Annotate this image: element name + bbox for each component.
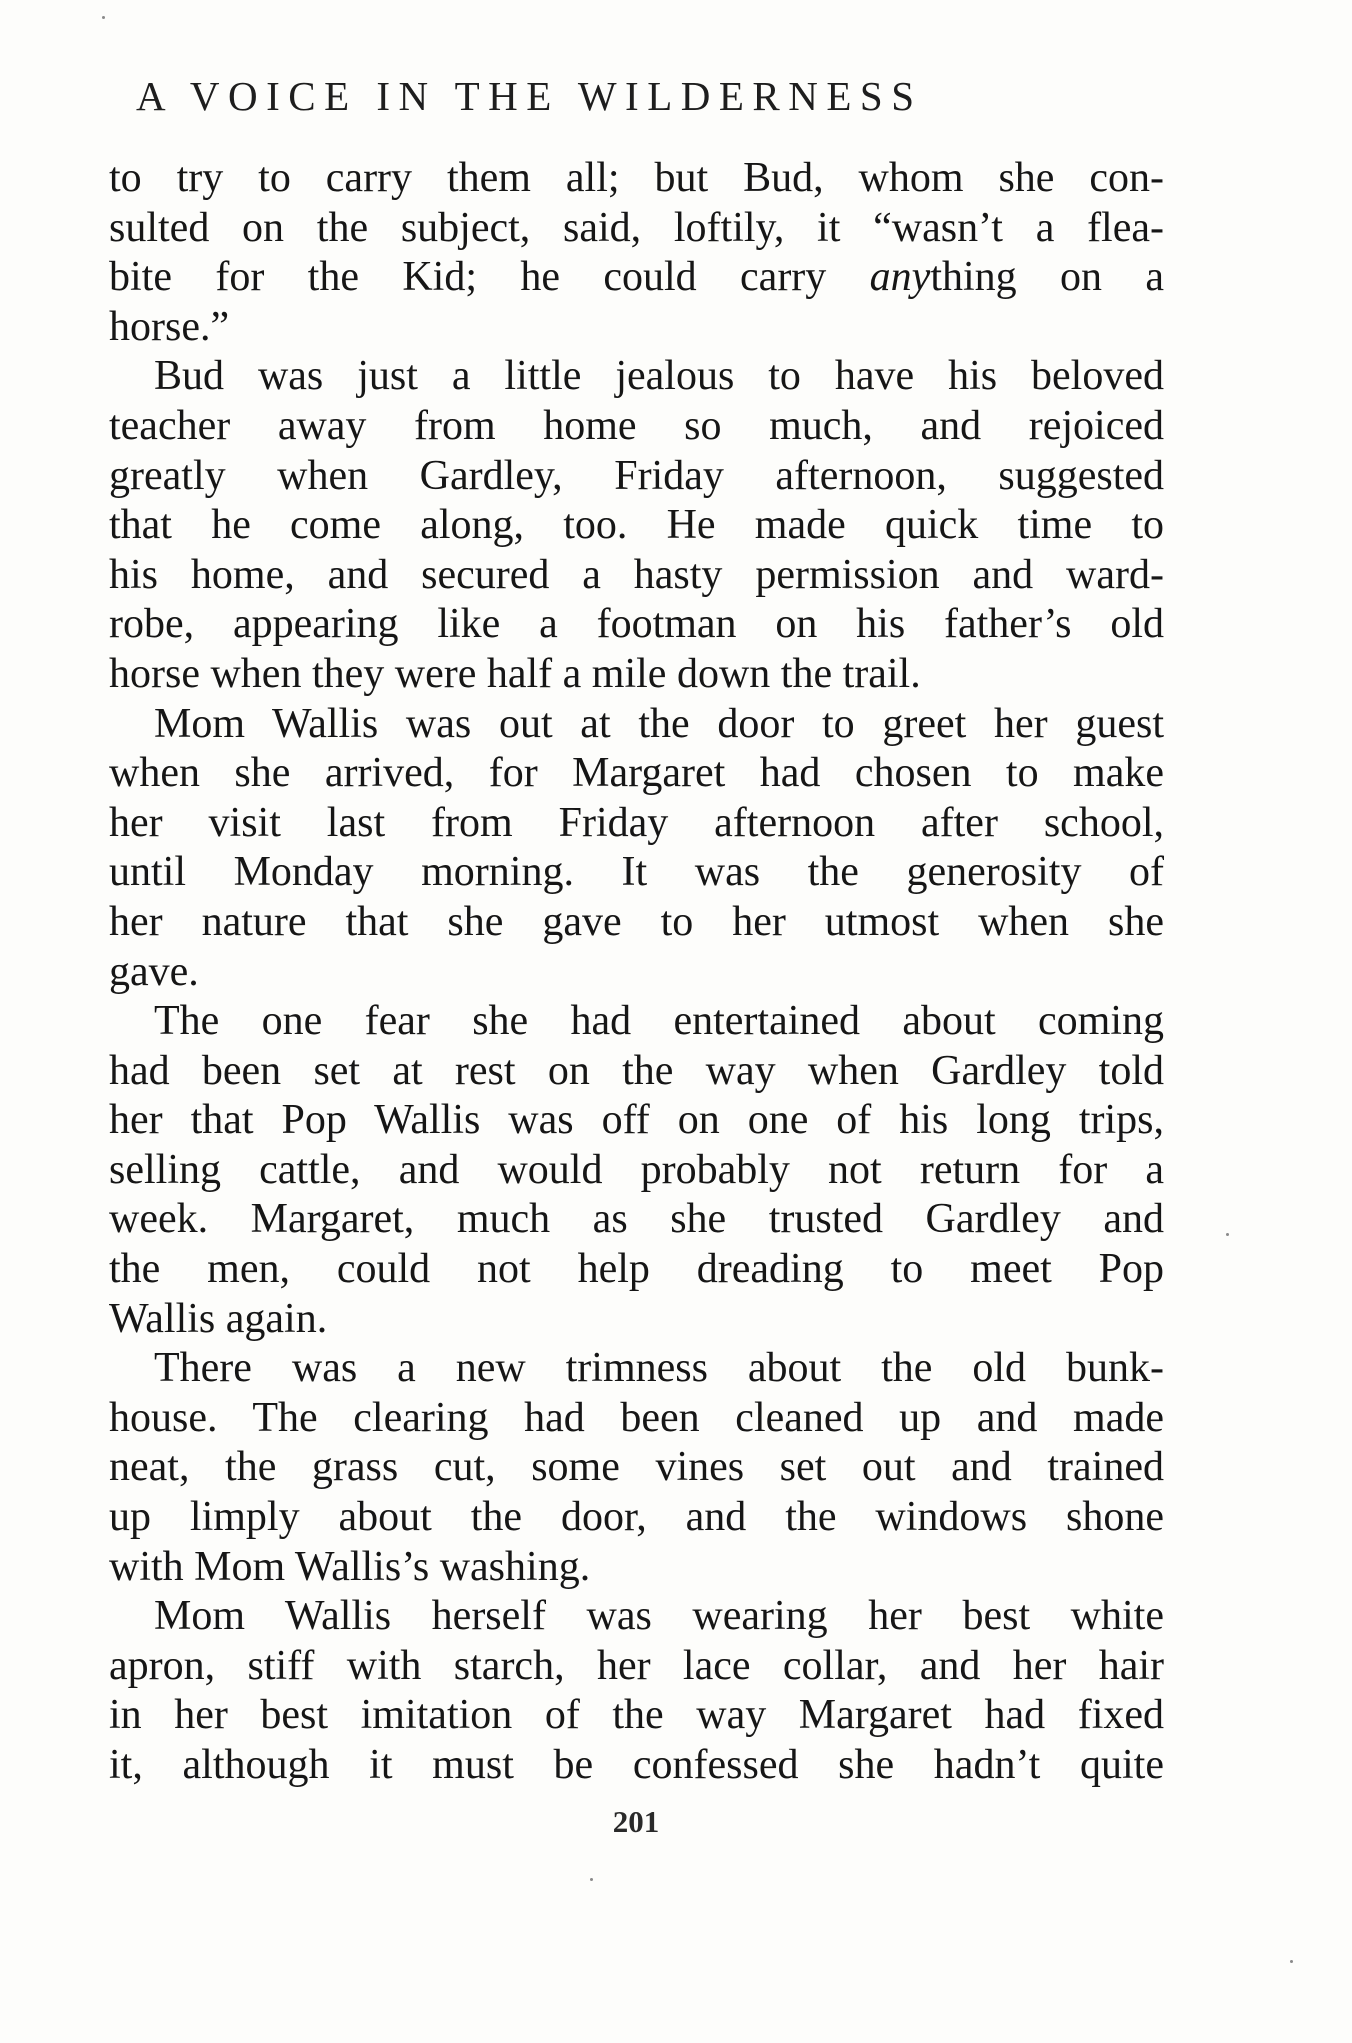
text-line: it, although it must be confessed she hadn’t quite: [109, 1742, 1164, 1788]
paragraph-first-line: Bud was just a little jealous to have his beloved: [154, 353, 1164, 400]
text-line: selling cattle, and would probably not return for a: [109, 1146, 1164, 1193]
running-head: A VOICE IN THE WILDERNESS: [136, 73, 923, 119]
text-line: had been set at rest on the way when Gardley told: [109, 1047, 1164, 1094]
paragraph-first-line: There was a new trimness about the old bunk-: [154, 1345, 1164, 1392]
text-line: neat, the grass cut, some vines set out and trained: [109, 1444, 1164, 1491]
paragraph-end-line: Wallis again.: [109, 1295, 328, 1342]
text-line: until Monday morning. It was the generosity of: [109, 849, 1164, 896]
text-line: teacher away from home so much, and rejoiced: [109, 402, 1164, 449]
text-line: his home, and secured a hasty permission and ward-: [109, 551, 1164, 598]
scan-speck: [102, 16, 105, 19]
text-line: that he come along, too. He made quick time to: [109, 502, 1164, 549]
scan-speck: [1290, 1960, 1293, 1963]
page-number: 201: [612, 1804, 660, 1839]
text-line: sulted on the subject, said, loftily, it “wasn’t a flea-: [109, 204, 1164, 251]
paragraph-end-line: gave.: [109, 948, 199, 995]
text-line: up limply about the door, and the windows shone: [109, 1494, 1164, 1541]
text-line: when she arrived, for Margaret had chosen to make: [109, 750, 1164, 797]
text-line: her nature that she gave to her utmost when she: [109, 898, 1164, 945]
italic-word: any: [869, 254, 931, 301]
paragraph-first-line: Mom Wallis was out at the door to greet her guest: [154, 700, 1164, 747]
text-line: her visit last from Friday afternoon after school,: [109, 799, 1164, 846]
text-segment: thing on a: [930, 254, 1165, 301]
body-text: [109, 154, 1164, 1791]
text-line: to try to carry them all; but Bud, whom she con-: [109, 155, 1164, 201]
paragraph-first-line: Mom Wallis herself was wearing her best white: [154, 1593, 1164, 1640]
text-line: house. The clearing had been cleaned up and made: [109, 1394, 1164, 1441]
text-line: her that Pop Wallis was off on one of his long trips,: [109, 1097, 1164, 1144]
text-line: robe, appearing like a footman on his father’s old: [109, 601, 1164, 648]
scan-speck: [1226, 1233, 1229, 1236]
paragraph-first-line: The one fear she had entertained about coming: [154, 998, 1164, 1045]
paragraph-end-line: horse when they were half a mile down the trail.: [109, 650, 921, 697]
text-line: greatly when Gardley, Friday afternoon, suggested: [109, 452, 1164, 499]
paragraph-end-line: with Mom Wallis’s washing.: [109, 1543, 591, 1590]
text-segment: bite for the Kid; he could carry: [109, 254, 870, 301]
text-line: [109, 253, 1164, 303]
scan-speck: [590, 1878, 593, 1881]
paragraph-end-line: horse.”: [109, 303, 230, 350]
text-line: the men, could not help dreading to meet Pop: [109, 1246, 1164, 1293]
text-line: in her best imitation of the way Margaret had fixed: [109, 1692, 1164, 1739]
text-line: apron, stiff with starch, her lace collar, and her hair: [109, 1642, 1164, 1689]
text-line: week. Margaret, much as she trusted Gardley and: [109, 1196, 1164, 1243]
